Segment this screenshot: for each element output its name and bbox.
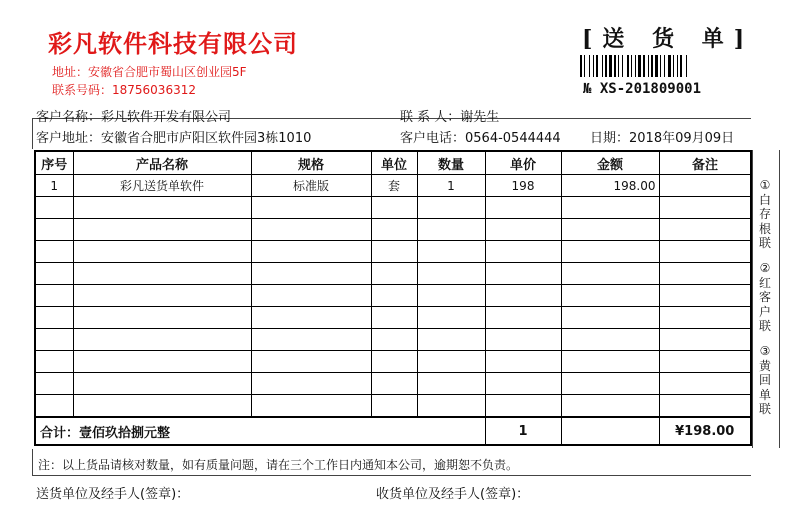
table-row (35, 373, 751, 395)
table-cell: 1 (35, 175, 73, 197)
total-amount: ¥198.00 (659, 417, 751, 445)
table-cell (659, 351, 751, 373)
receiver-signature: 收货单位及经手人(签章)： (376, 487, 530, 502)
date-value: 2018年09月09日 (629, 131, 735, 146)
table-cell (371, 373, 417, 395)
table-cell (417, 263, 485, 285)
table-cell (659, 197, 751, 219)
table-cell (417, 241, 485, 263)
table-cell (485, 219, 561, 241)
table-cell (561, 395, 659, 418)
table-cell (35, 395, 73, 418)
column-header: 规格 (251, 151, 371, 175)
customer-name-label: 客户名称： (36, 110, 102, 125)
table-cell (73, 395, 251, 418)
column-header: 单价 (485, 151, 561, 175)
table-cell (485, 329, 561, 351)
table-cell (371, 219, 417, 241)
table-cell (659, 373, 751, 395)
table-cell (659, 263, 751, 285)
table-cell (659, 285, 751, 307)
table-cell (561, 241, 659, 263)
customer-contact-label: 联 系 人： (400, 110, 461, 125)
table-cell (417, 351, 485, 373)
table-cell (73, 373, 251, 395)
document-date (590, 127, 734, 146)
document-number: № XS-201809001 (583, 81, 702, 97)
table-row (35, 175, 751, 197)
table-cell (659, 219, 751, 241)
table-cell (371, 395, 417, 418)
table-row (35, 263, 751, 285)
table-cell (73, 329, 251, 351)
table-cell (485, 395, 561, 418)
document-title: [送 货 单] (582, 26, 755, 52)
customer-contact (400, 106, 499, 125)
copy-text: 红客户联 (758, 275, 771, 333)
table-cell (35, 241, 73, 263)
customer-phone-label: 客户电话： (400, 131, 466, 146)
table-row (35, 329, 751, 351)
table-cell (251, 285, 371, 307)
copy-text: 黄回单联 (758, 358, 771, 416)
table-cell (371, 241, 417, 263)
sender-signature: 送货单位及经手人(签章)： (36, 487, 190, 502)
table-cell: 彩凡送货单软件 (73, 175, 251, 197)
table-cell (251, 307, 371, 329)
company-address: 地址：安徽省合肥市蜀山区创业园5F (52, 65, 247, 79)
copy-mark: ② (759, 261, 771, 275)
table-cell (371, 285, 417, 307)
table-cell (35, 285, 73, 307)
table-cell (73, 219, 251, 241)
table-cell (251, 197, 371, 219)
table-cell (659, 307, 751, 329)
column-header: 金额 (561, 151, 659, 175)
copy-label-white (758, 178, 772, 251)
table-cell (417, 219, 485, 241)
date-label: 日期： (590, 131, 630, 146)
total-label-cell (35, 417, 485, 445)
table-cell (371, 197, 417, 219)
customer-name-value: 彩凡软件开发有限公司 (101, 110, 232, 125)
table-row (35, 241, 751, 263)
table-cell (417, 329, 485, 351)
table-cell (659, 241, 751, 263)
total-amount-words: 壹佰玖拾捌元整 (79, 425, 171, 441)
copy-text: 白存根联 (758, 192, 771, 250)
total-quantity: 1 (485, 417, 561, 445)
table-row (35, 351, 751, 373)
table-cell (35, 219, 73, 241)
table-cell (73, 307, 251, 329)
customer-address-value: 安徽省合肥市庐阳区软件园3栋1010 (101, 131, 312, 146)
table-row (35, 395, 751, 418)
table-cell (251, 329, 371, 351)
customer-name (36, 106, 231, 125)
table-cell (417, 197, 485, 219)
column-header: 产品名称 (73, 151, 251, 175)
table-cell (485, 373, 561, 395)
table-cell (659, 329, 751, 351)
items-table (34, 150, 752, 446)
table-cell (561, 329, 659, 351)
copy-mark: ③ (759, 344, 771, 358)
table-cell (73, 351, 251, 373)
copy-label-red (758, 261, 772, 334)
customer-phone (400, 127, 561, 146)
table-cell (485, 285, 561, 307)
table-cell (251, 241, 371, 263)
table-cell (659, 395, 751, 418)
company-name: 彩凡软件科技有限公司 (48, 29, 298, 58)
table-cell (73, 197, 251, 219)
total-label: 合计： (40, 425, 80, 441)
table-cell (73, 285, 251, 307)
table-cell (73, 241, 251, 263)
table-cell (35, 351, 73, 373)
table-cell (35, 373, 73, 395)
column-header: 备注 (659, 151, 751, 175)
footer-note: 注：以上货品请核对数量，如有质量问题，请在三个工作日内通知本公司，逾期恕不负责。 (38, 458, 519, 472)
table-cell (561, 307, 659, 329)
customer-phone-value: 0564-0544444 (465, 131, 561, 146)
table-cell: 198 (485, 175, 561, 197)
customer-contact-value: 谢先生 (460, 110, 500, 125)
table-cell (417, 395, 485, 418)
table-cell (561, 285, 659, 307)
table-cell (659, 175, 751, 197)
table-row (35, 285, 751, 307)
table-cell (561, 219, 659, 241)
copy-mark: ① (759, 178, 771, 192)
table-row (35, 219, 751, 241)
table-cell (485, 241, 561, 263)
table-cell (73, 263, 251, 285)
table-cell (485, 307, 561, 329)
table-cell (35, 329, 73, 351)
table-cell (485, 351, 561, 373)
table-cell (417, 285, 485, 307)
table-cell (35, 263, 73, 285)
table-cell (561, 373, 659, 395)
table-cell (371, 329, 417, 351)
table-cell (417, 373, 485, 395)
column-header: 序号 (35, 151, 73, 175)
table-cell: 1 (417, 175, 485, 197)
table-cell (251, 219, 371, 241)
table-cell: 198.00 (561, 175, 659, 197)
table-cell (485, 197, 561, 219)
table-row (35, 307, 751, 329)
table-row (35, 197, 751, 219)
customer-address (36, 127, 311, 146)
total-row (35, 417, 751, 445)
barcode-icon (580, 55, 748, 77)
table-cell (417, 307, 485, 329)
table-cell (251, 351, 371, 373)
column-header: 数量 (417, 151, 485, 175)
table-cell (371, 307, 417, 329)
table-cell (561, 351, 659, 373)
table-cell (251, 373, 371, 395)
copy-label-yellow (758, 344, 772, 417)
table-cell (561, 197, 659, 219)
table-cell (251, 395, 371, 418)
table-cell: 套 (371, 175, 417, 197)
table-cell (371, 351, 417, 373)
company-phone: 联系号码：18756036312 (52, 83, 196, 97)
table-cell (251, 263, 371, 285)
table-cell (485, 263, 561, 285)
table-cell (35, 307, 73, 329)
table-cell: 标准版 (251, 175, 371, 197)
table-cell (35, 197, 73, 219)
table-cell (561, 263, 659, 285)
total-empty-cell (561, 417, 659, 445)
table-cell (371, 263, 417, 285)
customer-address-label: 客户地址： (36, 131, 102, 146)
table-header-row (35, 151, 751, 175)
column-header: 单位 (371, 151, 417, 175)
